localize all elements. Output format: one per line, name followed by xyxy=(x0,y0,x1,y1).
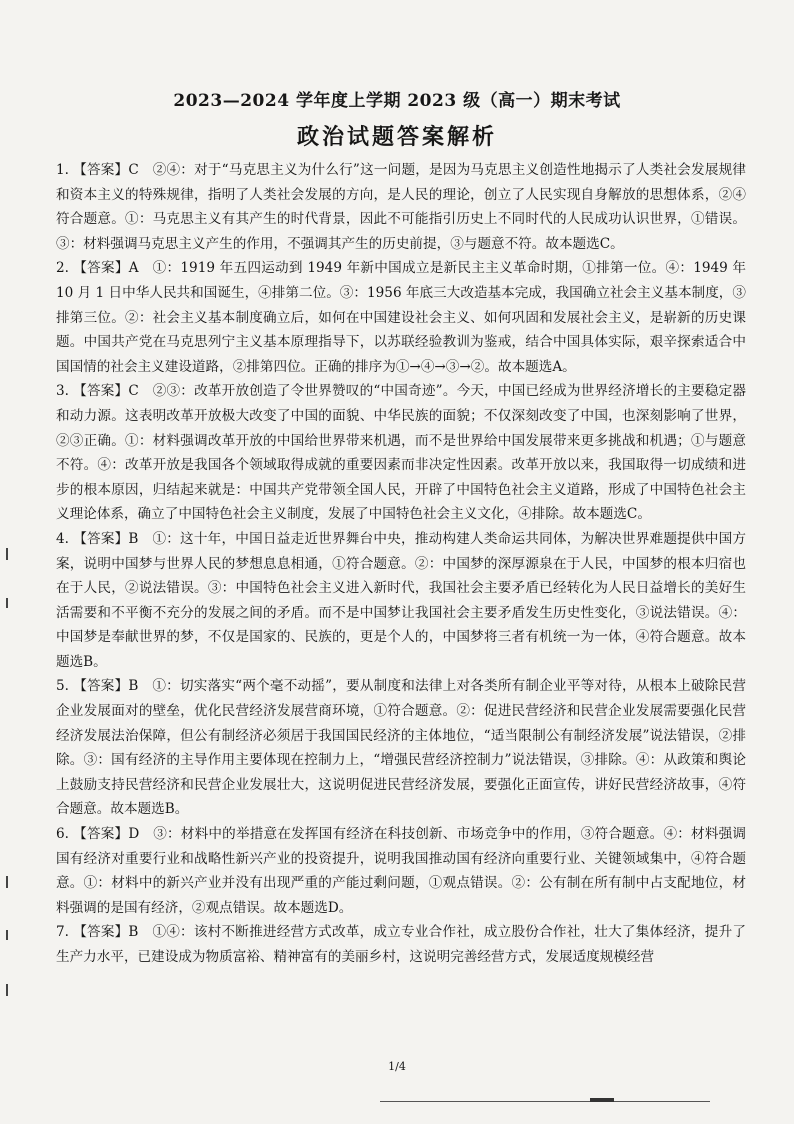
answer-number: 4. xyxy=(56,530,69,547)
answer-number: 5. xyxy=(56,678,69,695)
answer-text: 【答案】C ②④：对于“马克思主义为什么行”这一问题，是因为马克思主义创造性地揭示了人类社会发展规律和资本主义的特殊规律，指明了人类社会发展的方向，是人民的理论，创立了人民实现自身解放的思想体系，②④符合题意。①：马克思主义有其产生的时代背景，因此不可能指引历史上不同时代的人民成功认识世界，①错误。③：材料强调马克思主义产生的作用，不强调其产生的历史前提，③与题意不符。故本题选C。 xyxy=(56,162,746,252)
answer-number: 6. xyxy=(56,826,69,843)
answer-number: 7. xyxy=(56,924,69,941)
answer-text: 【答案】B ①：这十年，中国日益走近世界舞台中央，推动构建人类命运共同体，为解决世界难题提供中国方案，说明中国梦与世界人民的梦想息息相通，①符合题意。②：中国梦的深厚源泉在于人民，中国梦的根本归宿也在于人民，②说法错误。③：中国特色社会主义进入新时代，我国社会主要矛盾已经转化为人民日益增长的美好生活需要和不平衡不充分的发展之间的矛盾。而不是中国梦让我国社会主要矛盾发生历史性变化，③说法错误。④：中国梦是奉献世界的梦，不仅是国家的、民族的，更是个人的，中国梦将三者有机统一为一体，④符合题意。故本题选B。 xyxy=(56,530,746,670)
answer-item-7 xyxy=(56,920,746,969)
answer-item-2 xyxy=(56,256,746,379)
scan-edge-mark xyxy=(6,930,8,940)
answer-item-3 xyxy=(56,379,746,527)
exam-title: 2023—2024 学年度上学期 2023 级（高一）期末考试 xyxy=(173,91,621,111)
answer-item-6 xyxy=(56,822,746,920)
scan-artifact-mark xyxy=(590,1098,614,1102)
document-subtitle: 政治试题答案解析 xyxy=(296,124,497,150)
answer-list xyxy=(56,158,746,970)
answer-item-5 xyxy=(56,674,746,822)
scan-edge-mark xyxy=(6,984,8,996)
answer-text: 【答案】B ①④：该村不断推进经营方式改革，成立专业合作社，成立股份合作社，壮大了集体经济，提升了生产力水平，已建设成为物质富裕、精神富有的美丽乡村，这说明完善经营方式，发展适度规模经营 xyxy=(56,924,746,965)
answer-item-1 xyxy=(56,158,746,256)
page-number: 1/4 xyxy=(388,1060,406,1073)
scan-artifact-line xyxy=(380,1101,710,1102)
answer-number: 1. xyxy=(56,162,69,178)
scan-edge-mark xyxy=(6,548,8,560)
answer-text: 【答案】C ②③：改革开放创造了令世界赞叹的“中国奇迹”。今天，中国已经成为世界经济增长的主要稳定器和动力源。这表明改革开放极大改变了中国的面貌、中华民族的面貌；不仅深刻改变了中国，也深刻影响了世界，②③正确。①：材料强调改革开放的中国给世界带来机遇，而不是世界给中国发展带来更多挑战和机遇；①与题意不符。④：改革开放是我国各个领域取得成就的重要因素而非决定性因素。改革开放以来，我国取得一切成绩和进步的根本原因，归结起来就是：中国共产党带领全国人民，开辟了中国特色社会主义道路，形成了中国特色社会主义理论体系，确立了中国特色社会主义制度，发展了中国特色社会主义文化，④排除。故本题选C。 xyxy=(56,383,746,523)
answer-text: 【答案】A ①：1919 年五四运动到 1949 年新中国成立是新民主主义革命时期，①排第一位。④：1949 年 10 月 1 日中华人民共和国诞生，④排第二位。③：1956 年底三大改造基本完成，我国确立社会主义基本制度，③排第三位。②：社会主义基本制度确立后，如何在中国建设社会主义、如何巩固和发展社会主义，是崭新的历史课题。中国共产党在马克思列宁主义基本原理指导下，以苏联经验教训为鉴戒，结合中国具体实际，艰辛探索适合中国国情的社会主义建设道路，②排第四位。正确的排序为①→④→③→②。故本题选A。 xyxy=(56,260,746,375)
answer-number: 3. xyxy=(56,383,69,400)
answer-item-4 xyxy=(56,527,746,675)
scan-edge-mark xyxy=(6,876,8,888)
answer-text: 【答案】B ①：切实落实“两个毫不动摇”，要从制度和法律上对各类所有制企业平等对待，从根本上破除民营企业发展面对的壁垒，优化民营经济发展营商环境，①符合题意。②：促进民营经济和民营企业发展需要强化民营经济发展法治保障，但公有制经济必须居于我国国民经济的主体地位，“适当限制公有制经济发展”说法错误，②排除。③：国有经济的主导作用主要体现在控制力上，“增强民营经济控制力”说法错误，③排除。④：从政策和舆论上鼓励支持民营经济和民营企业发展壮大，这说明促进民营经济发展，要强化正面宣传，讲好民营经济故事，④符合题意。故本题选B。 xyxy=(56,678,746,818)
answer-number: 2. xyxy=(56,260,69,277)
answer-text: 【答案】D ③：材料中的举措意在发挥国有经济在科技创新、市场竞争中的作用，③符合题意。④：材料强调国有经济对重要行业和战略性新兴产业的投资提升，说明我国推动国有经济向重要行业、关键领域集中，④符合题意。①：材料中的新兴产业并没有出现严重的产能过剩问题，①观点错误。②：公有制在所有制中占支配地位，材料强调的是国有经济，②观点错误。故本题选D。 xyxy=(56,826,746,916)
scan-edge-mark xyxy=(6,598,8,608)
